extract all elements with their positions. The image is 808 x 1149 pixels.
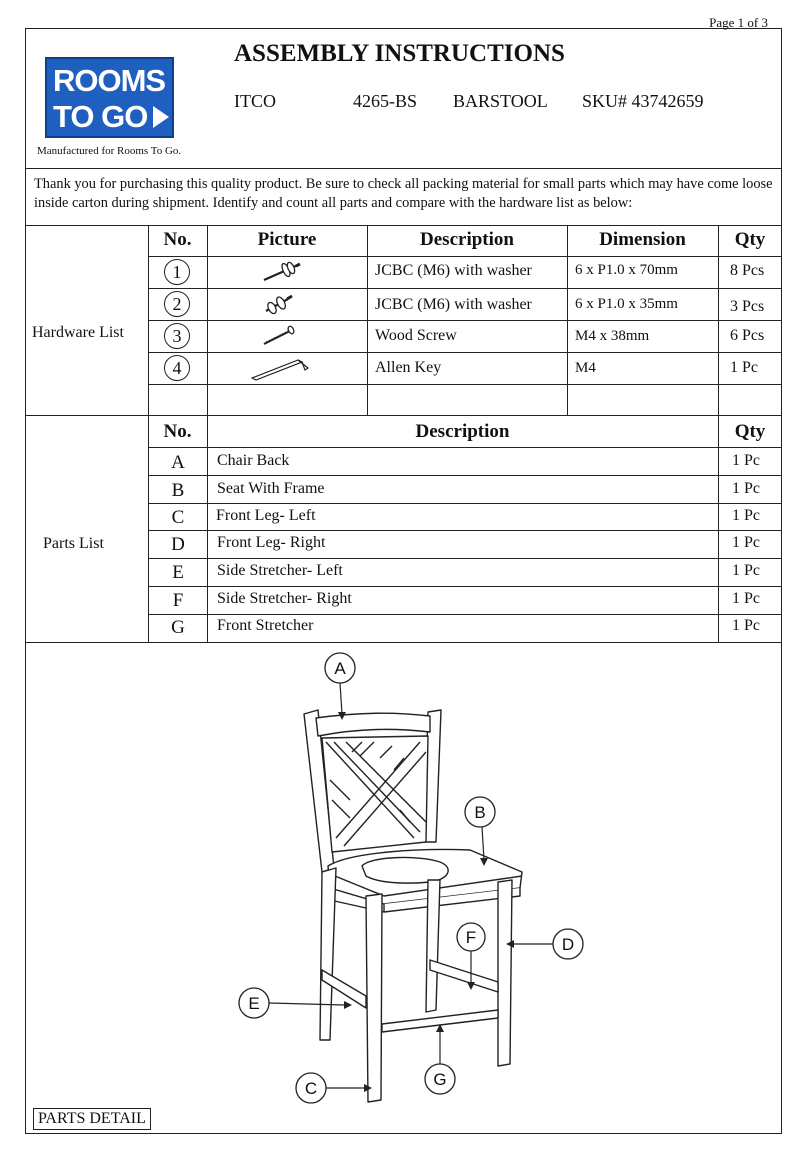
part-no-f: F bbox=[172, 590, 184, 611]
hardware-dimension-3: M4 x 38mm bbox=[575, 328, 650, 344]
hardware-no-1: 1 bbox=[164, 259, 190, 285]
part-qty-c: 1 Pc bbox=[732, 507, 760, 524]
col-header-qty: Qty bbox=[734, 229, 766, 250]
page-number: Page 1 of 3 bbox=[709, 15, 768, 30]
hardware-dimension-2: 6 x P1.0 x 35mm bbox=[575, 296, 678, 312]
col-header-description: Description bbox=[420, 229, 514, 250]
hardware-qty-3: 6 Pcs bbox=[730, 327, 765, 344]
hardware-description-1: JCBC (M6) with washer bbox=[375, 262, 532, 279]
hardware-dimension-4: M4 bbox=[575, 360, 596, 376]
part-no-g: G bbox=[171, 617, 185, 638]
callout-b: B bbox=[474, 803, 486, 822]
hardware-qty-2: 3 Pcs bbox=[730, 298, 765, 315]
callout-c: C bbox=[304, 1079, 318, 1098]
hardware-list-label: Hardware List bbox=[32, 324, 124, 341]
brand: ITCO bbox=[234, 91, 276, 111]
col-header-dimension: Dimension bbox=[599, 229, 686, 250]
model-number: 4265-BS bbox=[353, 91, 418, 111]
rooms-to-go-logo: ROOMS TO GO bbox=[45, 57, 174, 138]
hardware-no-4: 4 bbox=[164, 355, 190, 381]
callout-d: D bbox=[561, 935, 575, 954]
col-header-picture: Picture bbox=[257, 229, 317, 250]
hardware-qty-4: 1 Pc bbox=[730, 359, 758, 376]
part-no-c: C bbox=[171, 507, 185, 528]
hardware-no-2: 2 bbox=[164, 291, 190, 317]
hardware-qty-1: 8 Pcs bbox=[730, 262, 765, 279]
part-no-b: B bbox=[171, 480, 185, 501]
part-qty-f: 1 Pc bbox=[732, 590, 760, 607]
document-title: ASSEMBLY INSTRUCTIONS bbox=[234, 40, 565, 67]
part-qty-d: 1 Pc bbox=[732, 534, 760, 551]
part-description-c: Front Leg- Left bbox=[216, 507, 316, 524]
part-qty-e: 1 Pc bbox=[732, 562, 760, 579]
col-header-no: No. bbox=[163, 229, 192, 250]
part-description-e: Side Stretcher- Left bbox=[217, 562, 343, 579]
parts-header-qty: Qty bbox=[734, 421, 766, 442]
part-description-a: Chair Back bbox=[217, 452, 290, 469]
part-description-g: Front Stretcher bbox=[217, 617, 314, 634]
part-description-d: Front Leg- Right bbox=[217, 534, 326, 551]
callout-e: E bbox=[248, 994, 260, 1013]
hardware-description-4: Allen Key bbox=[375, 359, 442, 376]
hardware-no-3: 3 bbox=[164, 323, 190, 349]
parts-header-description: Description bbox=[415, 421, 510, 442]
product-name: BARSTOOL bbox=[453, 91, 548, 111]
part-qty-a: 1 Pc bbox=[732, 452, 760, 469]
part-qty-g: 1 Pc bbox=[732, 617, 760, 634]
part-description-f: Side Stretcher- Right bbox=[217, 590, 352, 607]
part-no-e: E bbox=[172, 562, 184, 583]
callout-g: G bbox=[433, 1070, 447, 1089]
sku: SKU# 43742659 bbox=[582, 91, 704, 111]
parts-list-label: Parts List bbox=[43, 535, 104, 552]
parts-detail-label: PARTS DETAIL bbox=[33, 1108, 151, 1130]
callout-a: A bbox=[334, 659, 346, 678]
part-no-a: A bbox=[171, 452, 185, 473]
part-qty-b: 1 Pc bbox=[732, 480, 760, 497]
parts-header-no: No. bbox=[163, 421, 192, 442]
part-no-d: D bbox=[171, 534, 185, 555]
callout-f: F bbox=[465, 928, 477, 947]
hardware-description-3: Wood Screw bbox=[375, 327, 457, 344]
part-description-b: Seat With Frame bbox=[217, 480, 325, 497]
hardware-dimension-1: 6 x P1.0 x 70mm bbox=[575, 262, 678, 278]
intro-text: Thank you for purchasing this quality product. Be sure to check all packing material for small parts which may have come loose inside carton during shipment. Identify and count all parts and compare with the hardware list as below: bbox=[34, 176, 773, 211]
manufactured-note: Manufactured for Rooms To Go. bbox=[37, 145, 182, 157]
hardware-description-2: JCBC (M6) with washer bbox=[375, 296, 532, 313]
